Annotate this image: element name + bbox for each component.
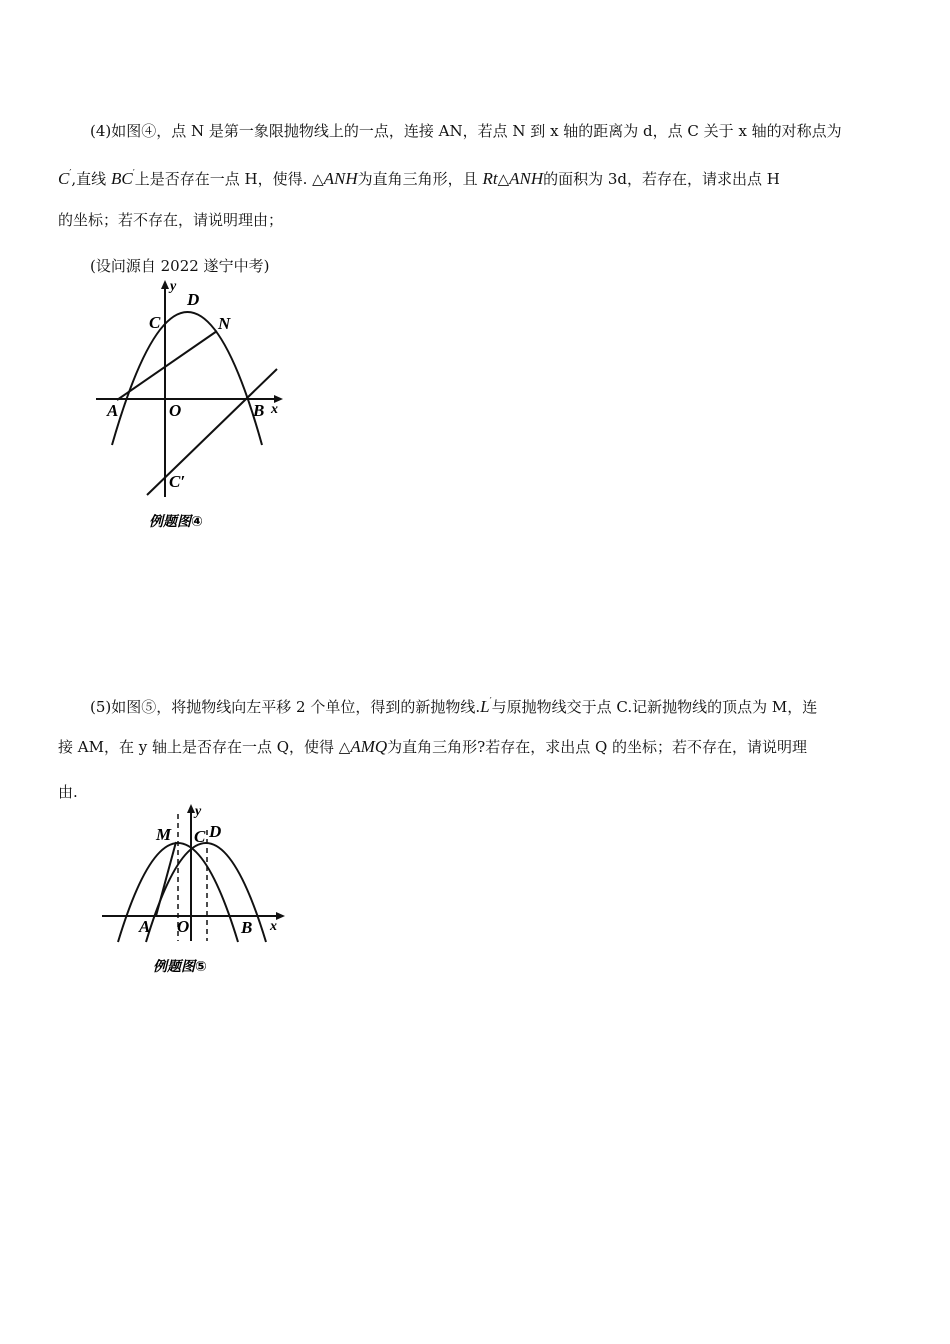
q4-line-1: (4)如图④，点 N 是第一象限抛物线上的一点，连接 AN，若点 N 到 x 轴的距离为 d，点 C 关于 x 轴的对称点为 [90, 122, 842, 140]
fig5-label-m: M [156, 825, 172, 844]
fig5-label-o: O [177, 917, 190, 936]
fig5-label-d: D [209, 822, 222, 841]
fig5-label-y: y [195, 804, 202, 819]
math-bc-prime: BC [110, 169, 133, 188]
q4-source-note: (设问源自 2022 遂宁中考) [90, 257, 270, 275]
q5-line-3: 由. [58, 783, 78, 801]
fig4-label-x: x [271, 402, 278, 417]
fig5-label-c: C [194, 827, 206, 846]
figure-5 [98, 800, 298, 980]
fig5-label-a: A [139, 917, 151, 936]
q4-line-3: 的坐标；若不存在，请说明理由； [58, 211, 284, 229]
fig4-label-n: N [218, 314, 231, 333]
fig5-label-x: x [270, 919, 277, 934]
fig4-label-o: O [169, 401, 182, 420]
fig4-label-c-prime: C′ [169, 472, 186, 491]
fig5-caption: 例题图⑤ [153, 959, 207, 975]
fig4-label-a: A [107, 401, 119, 420]
q4-line-2: C′,直线 BC′上是否存在一点 H，使得. △ANH为直角三角形，且 Rt△ANH的面积为 3d，若存在，请求出点 H [58, 169, 780, 188]
fig4-label-b: B [253, 401, 265, 420]
figure-4 [90, 275, 300, 540]
q5-line-2: 接 AM，在 y 轴上是否存在一点 Q，使得 △AMQ为直角三角形?若存在，求出点 Q 的坐标；若不存在，请说明理 [58, 737, 808, 756]
fig4-label-d: D [187, 290, 200, 309]
q5-line-1: (5)如图⑤，将抛物线向左平移 2 个单位，得到的新抛物线.L′与原抛物线交于点 C.记新抛物线的顶点为 M，连 [90, 697, 818, 716]
fig5-label-b: B [241, 918, 253, 937]
fig4-label-c: C [149, 313, 161, 332]
fig4-caption: 例题图④ [149, 514, 203, 530]
math-c-prime: C [58, 169, 70, 188]
math-l-prime: L [480, 697, 490, 716]
fig4-label-y: y [170, 279, 177, 294]
